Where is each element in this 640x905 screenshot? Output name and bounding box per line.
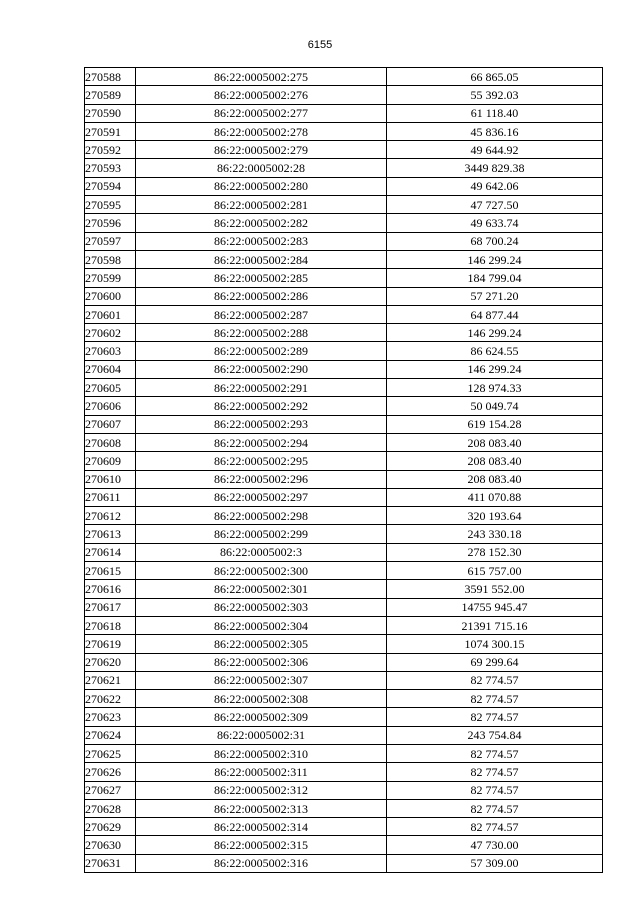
cadastral-value-cell: 146 299.24 [387, 324, 603, 342]
record-number-cell: 270606 [85, 397, 136, 415]
cadastral-number-cell: 86:22:0005002:308 [136, 690, 387, 708]
table-row [85, 287, 603, 305]
table-row [85, 781, 603, 799]
cadastral-number-cell: 86:22:0005002:288 [136, 324, 387, 342]
record-number-cell: 270608 [85, 433, 136, 451]
cadastral-value-cell: 619 154.28 [387, 415, 603, 433]
table-row [85, 653, 603, 671]
cadastral-number-cell: 86:22:0005002:292 [136, 397, 387, 415]
cadastral-value-cell: 82 774.57 [387, 671, 603, 689]
cadastral-number-cell: 86:22:0005002:303 [136, 598, 387, 616]
cadastral-number-cell: 86:22:0005002:287 [136, 305, 387, 323]
table-row [85, 635, 603, 653]
cadastral-value-cell: 69 299.64 [387, 653, 603, 671]
cadastral-value-cell: 128 974.33 [387, 379, 603, 397]
cadastral-number-cell: 86:22:0005002:296 [136, 470, 387, 488]
record-number-cell: 270618 [85, 616, 136, 634]
record-number-cell: 270613 [85, 525, 136, 543]
table-row [85, 799, 603, 817]
cadastral-number-cell: 86:22:0005002:285 [136, 269, 387, 287]
table-body [85, 68, 603, 873]
record-number-cell: 270604 [85, 360, 136, 378]
cadastral-value-cell: 68 700.24 [387, 232, 603, 250]
cadastral-value-cell: 45 836.16 [387, 122, 603, 140]
cadastral-number-cell: 86:22:0005002:277 [136, 104, 387, 122]
record-number-cell: 270623 [85, 708, 136, 726]
table-row [85, 269, 603, 287]
record-number-cell: 270616 [85, 580, 136, 598]
cadastral-number-cell: 86:22:0005002:298 [136, 507, 387, 525]
record-number-cell: 270620 [85, 653, 136, 671]
cadastral-number-cell: 86:22:0005002:304 [136, 616, 387, 634]
cadastral-value-cell: 49 642.06 [387, 177, 603, 195]
record-number-cell: 270631 [85, 854, 136, 872]
cadastral-value-cell: 243 754.84 [387, 726, 603, 744]
cadastral-number-cell: 86:22:0005002:316 [136, 854, 387, 872]
table-row [85, 250, 603, 268]
table-row [85, 616, 603, 634]
cadastral-number-cell: 86:22:0005002:291 [136, 379, 387, 397]
table-row [85, 488, 603, 506]
table-row [85, 232, 603, 250]
cadastral-number-cell: 86:22:0005002:284 [136, 250, 387, 268]
cadastral-number-cell: 86:22:0005002:289 [136, 342, 387, 360]
cadastral-value-cell: 57 309.00 [387, 854, 603, 872]
cadastral-value-cell: 82 774.57 [387, 690, 603, 708]
record-number-cell: 270593 [85, 159, 136, 177]
cadastral-value-cell: 208 083.40 [387, 452, 603, 470]
record-number-cell: 270597 [85, 232, 136, 250]
cadastral-number-cell: 86:22:0005002:309 [136, 708, 387, 726]
record-number-cell: 270603 [85, 342, 136, 360]
cadastral-number-cell: 86:22:0005002:280 [136, 177, 387, 195]
table-row [85, 580, 603, 598]
table-row [85, 598, 603, 616]
record-number-cell: 270624 [85, 726, 136, 744]
table-row [85, 324, 603, 342]
cadastral-number-cell: 86:22:0005002:279 [136, 141, 387, 159]
cadastral-value-cell: 66 865.05 [387, 68, 603, 86]
cadastral-number-cell: 86:22:0005002:281 [136, 196, 387, 214]
cadastral-value-cell: 55 392.03 [387, 86, 603, 104]
table-row [85, 763, 603, 781]
cadastral-value-cell: 82 774.57 [387, 708, 603, 726]
table-row [85, 854, 603, 872]
cadastral-number-cell: 86:22:0005002:290 [136, 360, 387, 378]
page-number: 6155 [307, 39, 333, 51]
table-row [85, 214, 603, 232]
record-number-cell: 270614 [85, 543, 136, 561]
cadastral-number-cell: 86:22:0005002:294 [136, 433, 387, 451]
record-number-cell: 270611 [85, 488, 136, 506]
cadastral-value-cell: 1074 300.15 [387, 635, 603, 653]
record-number-cell: 270615 [85, 562, 136, 580]
record-number-cell: 270610 [85, 470, 136, 488]
cadastral-value-cell: 184 799.04 [387, 269, 603, 287]
record-number-cell: 270622 [85, 690, 136, 708]
cadastral-number-cell: 86:22:0005002:282 [136, 214, 387, 232]
cadastral-number-cell: 86:22:0005002:314 [136, 818, 387, 836]
cadastral-value-cell: 49 633.74 [387, 214, 603, 232]
cadastral-number-cell: 86:22:0005002:278 [136, 122, 387, 140]
cadastral-value-cell: 3591 552.00 [387, 580, 603, 598]
table-row [85, 452, 603, 470]
record-number-cell: 270617 [85, 598, 136, 616]
record-number-cell: 270590 [85, 104, 136, 122]
cadastral-value-cell: 82 774.57 [387, 818, 603, 836]
table-row [85, 543, 603, 561]
table-row [85, 141, 603, 159]
record-number-cell: 270621 [85, 671, 136, 689]
cadastral-number-cell: 86:22:0005002:311 [136, 763, 387, 781]
table-row [85, 433, 603, 451]
table-row [85, 744, 603, 762]
cadastral-number-cell: 86:22:0005002:315 [136, 836, 387, 854]
table-row [85, 708, 603, 726]
cadastral-value-cell: 243 330.18 [387, 525, 603, 543]
record-number-cell: 270602 [85, 324, 136, 342]
table-row [85, 671, 603, 689]
table-row [85, 86, 603, 104]
cadastral-value-cell: 86 624.55 [387, 342, 603, 360]
table-row [85, 159, 603, 177]
record-number-cell: 270596 [85, 214, 136, 232]
table-row [85, 379, 603, 397]
table-row [85, 562, 603, 580]
cadastral-number-cell: 86:22:0005002:307 [136, 671, 387, 689]
table-row [85, 196, 603, 214]
cadastral-value-cell: 61 118.40 [387, 104, 603, 122]
cadastral-value-cell: 278 152.30 [387, 543, 603, 561]
table-row [85, 122, 603, 140]
record-number-cell: 270628 [85, 799, 136, 817]
cadastral-number-cell: 86:22:0005002:313 [136, 799, 387, 817]
cadastral-number-cell: 86:22:0005002:300 [136, 562, 387, 580]
cadastral-number-cell: 86:22:0005002:306 [136, 653, 387, 671]
cadastral-number-cell: 86:22:0005002:276 [136, 86, 387, 104]
table-row [85, 726, 603, 744]
cadastral-value-cell: 57 271.20 [387, 287, 603, 305]
cadastral-value-cell: 82 774.57 [387, 763, 603, 781]
record-number-cell: 270619 [85, 635, 136, 653]
cadastral-value-cell: 615 757.00 [387, 562, 603, 580]
cadastral-number-cell: 86:22:0005002:295 [136, 452, 387, 470]
cadastral-number-cell: 86:22:0005002:312 [136, 781, 387, 799]
table-row [85, 305, 603, 323]
cadastral-number-cell: 86:22:0005002:297 [136, 488, 387, 506]
cadastral-value-cell: 146 299.24 [387, 250, 603, 268]
record-number-cell: 270627 [85, 781, 136, 799]
table-row [85, 342, 603, 360]
cadastral-value-cell: 47 730.00 [387, 836, 603, 854]
record-number-cell: 270612 [85, 507, 136, 525]
record-number-cell: 270605 [85, 379, 136, 397]
record-number-cell: 270600 [85, 287, 136, 305]
cadastral-number-cell: 86:22:0005002:28 [136, 159, 387, 177]
cadastral-value-cell: 82 774.57 [387, 799, 603, 817]
table-row [85, 104, 603, 122]
cadastral-value-cell: 320 193.64 [387, 507, 603, 525]
cadastral-value-cell: 21391 715.16 [387, 616, 603, 634]
cadastral-value-cell: 208 083.40 [387, 433, 603, 451]
record-number-cell: 270595 [85, 196, 136, 214]
cadastral-number-cell: 86:22:0005002:310 [136, 744, 387, 762]
table-row [85, 415, 603, 433]
table-row [85, 360, 603, 378]
table-row [85, 507, 603, 525]
cadastral-number-cell: 86:22:0005002:3 [136, 543, 387, 561]
cadastral-value-cell: 3449 829.38 [387, 159, 603, 177]
cadastral-value-cell: 49 644.92 [387, 141, 603, 159]
cadastral-value-cell: 14755 945.47 [387, 598, 603, 616]
table-row [85, 470, 603, 488]
record-number-cell: 270591 [85, 122, 136, 140]
record-number-cell: 270625 [85, 744, 136, 762]
table-row [85, 836, 603, 854]
table-row [85, 177, 603, 195]
cadastral-value-cell: 47 727.50 [387, 196, 603, 214]
cadastral-value-cell: 82 774.57 [387, 781, 603, 799]
table-row [85, 397, 603, 415]
cadastral-number-cell: 86:22:0005002:275 [136, 68, 387, 86]
cadastral-number-cell: 86:22:0005002:283 [136, 232, 387, 250]
cadastral-value-cell: 50 049.74 [387, 397, 603, 415]
record-number-cell: 270609 [85, 452, 136, 470]
cadastral-value-cell: 82 774.57 [387, 744, 603, 762]
record-number-cell: 270598 [85, 250, 136, 268]
record-number-cell: 270629 [85, 818, 136, 836]
cadastral-number-cell: 86:22:0005002:286 [136, 287, 387, 305]
cadastral-number-cell: 86:22:0005002:299 [136, 525, 387, 543]
cadastral-value-table [84, 67, 603, 873]
record-number-cell: 270588 [85, 68, 136, 86]
record-number-cell: 270626 [85, 763, 136, 781]
table-row [85, 525, 603, 543]
cadastral-value-cell: 208 083.40 [387, 470, 603, 488]
record-number-cell: 270594 [85, 177, 136, 195]
cadastral-number-cell: 86:22:0005002:31 [136, 726, 387, 744]
cadastral-number-cell: 86:22:0005002:293 [136, 415, 387, 433]
cadastral-number-cell: 86:22:0005002:301 [136, 580, 387, 598]
record-number-cell: 270592 [85, 141, 136, 159]
table-row [85, 690, 603, 708]
table-row [85, 818, 603, 836]
cadastral-value-cell: 64 877.44 [387, 305, 603, 323]
cadastral-value-cell: 411 070.88 [387, 488, 603, 506]
table-row [85, 68, 603, 86]
cadastral-value-cell: 146 299.24 [387, 360, 603, 378]
record-number-cell: 270599 [85, 269, 136, 287]
record-number-cell: 270607 [85, 415, 136, 433]
cadastral-number-cell: 86:22:0005002:305 [136, 635, 387, 653]
record-number-cell: 270630 [85, 836, 136, 854]
record-number-cell: 270589 [85, 86, 136, 104]
record-number-cell: 270601 [85, 305, 136, 323]
